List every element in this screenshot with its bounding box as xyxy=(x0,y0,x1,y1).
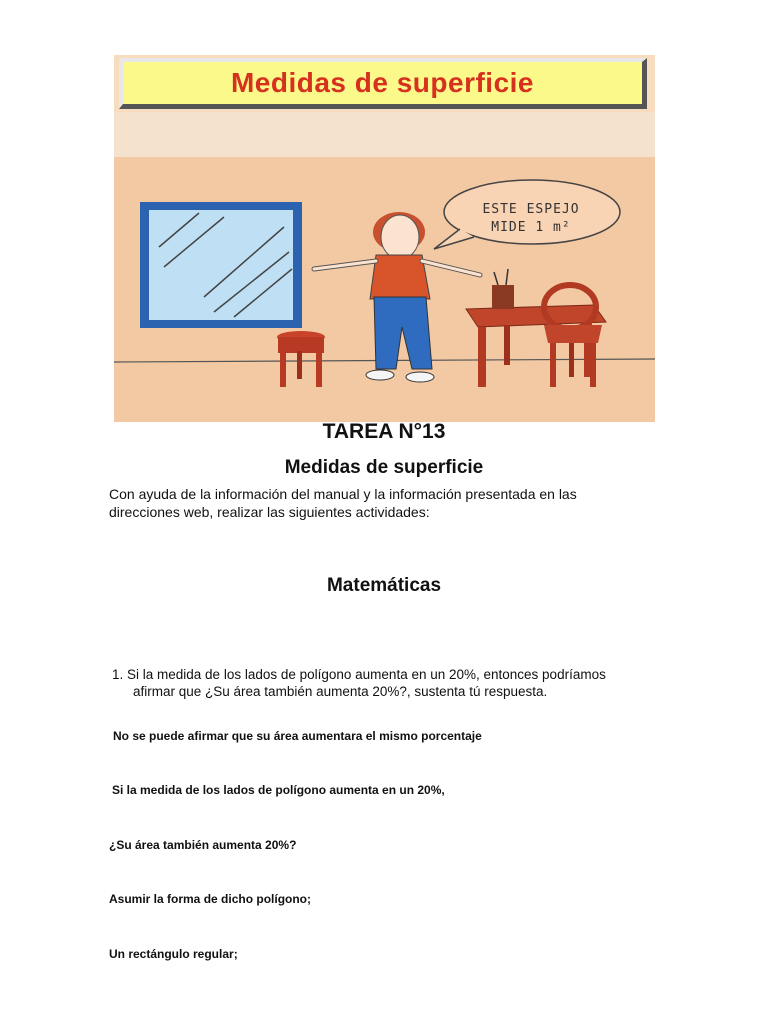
page-subtitle: Medidas de superficie xyxy=(284,457,484,478)
answer-line-4: Asumir la forma de dicho polígono; xyxy=(109,892,312,906)
page-title: TAREA N°13 xyxy=(322,420,446,443)
answer-line-2: Si la medida de los lados de polígono aumenta en un 20%, xyxy=(112,783,445,797)
title-banner xyxy=(119,58,647,109)
answer-line-1: No se puede afirmar que su área aumentara el mismo porcentaje xyxy=(113,729,482,743)
classroom-scene xyxy=(114,157,655,422)
question-1 xyxy=(112,666,652,700)
question-line-2: afirmar que ¿Su área también aumenta 20%?, sustenta tú respuesta. xyxy=(133,684,548,699)
answer-line-3: ¿Su área también aumenta 20%? xyxy=(109,838,297,852)
classroom-drawing xyxy=(114,157,655,422)
answer-line-5: Un rectángulo regular; xyxy=(109,947,238,961)
speech-line-1: ESTE ESPEJO xyxy=(482,202,580,217)
illustration xyxy=(114,55,655,422)
stool-icon xyxy=(277,331,325,387)
banner-title: Medidas de superficie xyxy=(230,67,535,98)
subject-heading: Matemáticas xyxy=(326,575,442,596)
speech-bubble-text xyxy=(446,201,616,237)
question-line-1: 1. Si la medida de los lados de polígono aumenta en un 20%, entonces podríamos xyxy=(112,667,606,682)
wall-band xyxy=(114,112,655,157)
speech-line-2: MIDE 1 m² xyxy=(491,220,571,235)
mirror-icon xyxy=(140,202,302,328)
intro-paragraph: Con ayuda de la información del manual y la información presentada en las direcciones web, realizar las siguientes actividades: xyxy=(109,486,577,520)
chair-icon xyxy=(544,285,602,387)
